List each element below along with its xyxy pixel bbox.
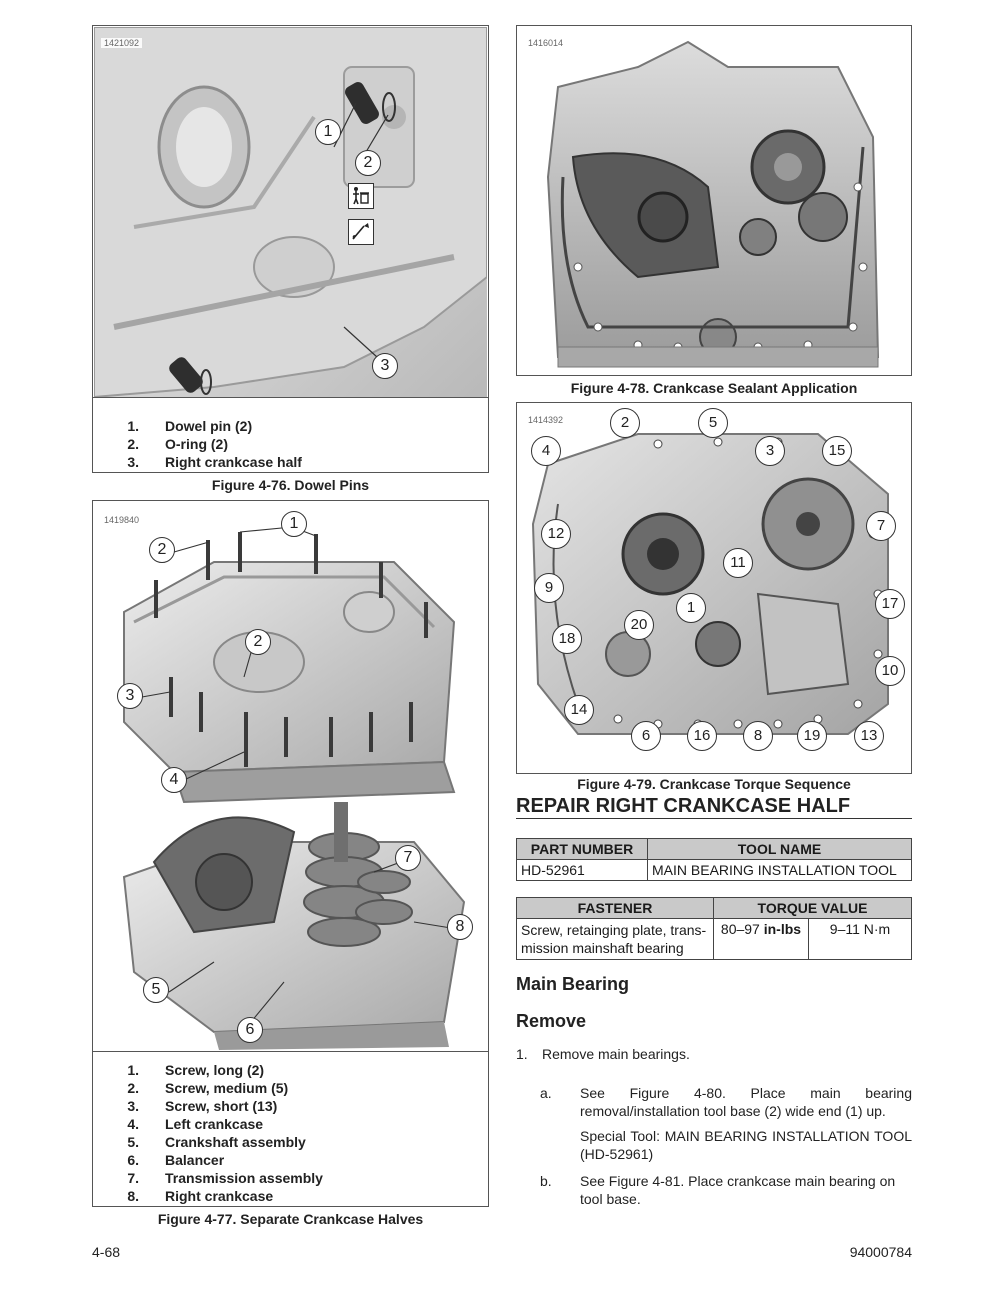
figure-4-77-caption: Figure 4-77. Separate Crankcase Halves <box>157 1211 424 1227</box>
callout: 1 <box>676 593 706 623</box>
step-b: b. See Figure 4-81. Place crankcase main bearing on tool base. <box>540 1173 896 1207</box>
callout: 2 <box>355 150 381 176</box>
figure-id: 1419840 <box>101 515 142 525</box>
figure-4-76-caption: Figure 4-76. Dowel Pins <box>211 477 370 493</box>
section-title: REPAIR RIGHT CRANKCASE HALF <box>516 795 851 817</box>
legend-item: 3. Right crankcase half <box>127 454 302 470</box>
callout: 2 <box>610 408 640 438</box>
crankcase-halves-photo <box>94 502 487 1050</box>
callout: 5 <box>698 408 728 438</box>
torque-imperial-cell <box>714 919 809 960</box>
figure-id: 1421092 <box>101 38 142 48</box>
callout: 9 <box>534 573 564 603</box>
figure-id: 1416014 <box>525 38 566 48</box>
callout: 3 <box>372 353 398 379</box>
heading-remove: Remove <box>516 1011 587 1031</box>
callout: 4 <box>531 436 561 466</box>
legend-item: 8. Right crankcase <box>127 1188 274 1204</box>
callout: 5 <box>143 977 169 1003</box>
callout: 6 <box>237 1017 263 1043</box>
callout: 8 <box>447 914 473 940</box>
figure-4-76-frame <box>92 25 489 473</box>
figure-4-79-frame <box>516 402 912 774</box>
figure-4-78-frame <box>516 25 912 376</box>
special-tool-note: Special Tool: MAIN BEARING INSTALLATION TOOL (HD-52961) <box>580 1128 912 1162</box>
table-header: TORQUE VALUE <box>714 898 912 919</box>
table-header: FASTENER <box>517 898 714 919</box>
legend-item: 2. Screw, medium (5) <box>127 1080 289 1096</box>
legend-item: 6. Balancer <box>127 1152 225 1168</box>
fastener-cell: Screw, retainging plate, trans- mission mainshaft bearing <box>517 919 714 960</box>
torque-value: 80–97 <box>720 921 760 937</box>
callout: 7 <box>395 845 421 871</box>
document-number: 94000784 <box>849 1244 912 1260</box>
callout: 1 <box>281 511 307 537</box>
figure-4-79-caption: Figure 4-79. Crankcase Torque Sequence <box>577 776 851 792</box>
legend-item: 1. Screw, long (2) <box>127 1062 265 1078</box>
lubricate-icon <box>348 219 374 245</box>
callout: 15 <box>822 436 852 466</box>
discard-icon <box>348 183 374 209</box>
callout: 20 <box>624 610 654 640</box>
callout: 13 <box>854 721 884 751</box>
callout: 14 <box>564 695 594 725</box>
callout: 2 <box>149 537 175 563</box>
section-divider <box>516 818 912 819</box>
dowel-pins-photo <box>94 27 487 397</box>
legend-item: 3. Screw, short (13) <box>127 1098 278 1114</box>
torque-unit: in-lbs <box>763 921 802 937</box>
callout: 3 <box>117 683 143 709</box>
step-1: 1. Remove main bearings. <box>516 1046 690 1062</box>
callout: 7 <box>866 511 896 541</box>
figure-id: 1414392 <box>525 415 566 425</box>
callout: 19 <box>797 721 827 751</box>
torque-table <box>516 897 912 960</box>
figure-4-77-frame <box>92 500 489 1207</box>
table-row <box>517 860 912 881</box>
callout: 3 <box>755 436 785 466</box>
part-number-cell: HD-52961 <box>517 860 648 881</box>
callout: 8 <box>743 721 773 751</box>
callout: 17 <box>875 589 905 619</box>
legend-item: 7. Transmission assembly <box>127 1170 323 1186</box>
torque-metric-cell: 9–11 N·m <box>809 919 912 960</box>
callout: 10 <box>875 656 905 686</box>
callout: 6 <box>631 721 661 751</box>
callout: 2 <box>245 629 271 655</box>
page-number: 4-68 <box>92 1244 121 1260</box>
callout: 12 <box>541 519 571 549</box>
table-header: PART NUMBER <box>517 839 648 860</box>
figure-4-77-legend <box>103 1061 483 1205</box>
callout: 4 <box>161 767 187 793</box>
figure-4-76-legend <box>103 417 483 471</box>
legend-item: 4. Left crankcase <box>127 1116 264 1132</box>
legend-item: 1. Dowel pin (2) <box>127 418 253 434</box>
table-header: TOOL NAME <box>648 839 912 860</box>
legend-item: 5. Crankshaft assembly <box>127 1134 306 1150</box>
callout: 18 <box>552 624 582 654</box>
legend-item: 2. O-ring (2) <box>127 436 228 452</box>
tool-name-cell: MAIN BEARING INSTALLATION TOOL <box>648 860 912 881</box>
figure-4-78-caption: Figure 4-78. Crankcase Sealant Application <box>570 380 858 396</box>
callout: 16 <box>687 721 717 751</box>
heading-main-bearing: Main Bearing <box>516 974 630 994</box>
tool-table <box>516 838 912 881</box>
callout: 11 <box>723 548 753 578</box>
step-a: a. See Figure 4-80. Place main bearing removal/installation tool base (2) wide end (1) up. <box>540 1085 912 1119</box>
sealant-application-photo <box>518 27 910 374</box>
table-row <box>517 919 912 960</box>
callout: 1 <box>315 119 341 145</box>
